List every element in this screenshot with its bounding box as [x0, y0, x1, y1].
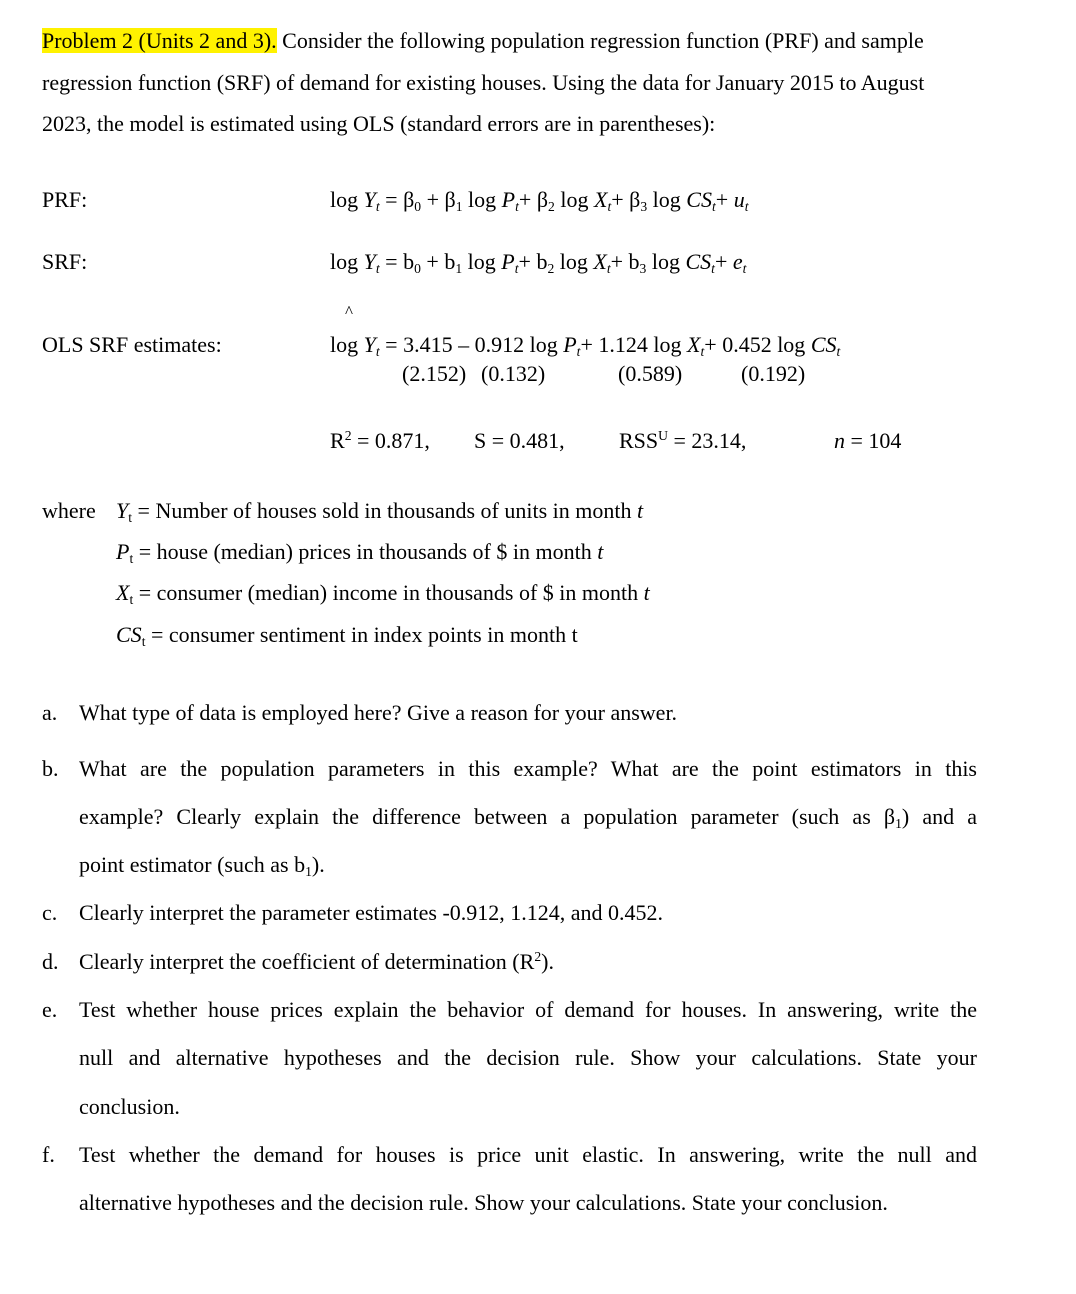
question-c-letter: c.: [42, 900, 58, 925]
question-b-letter: b.: [42, 756, 59, 781]
problem-title: Problem 2 (Units 2 and 3).: [42, 28, 277, 53]
question-e-line-3: conclusion.: [79, 1094, 180, 1119]
question-f-line-1: Test whether the demand for houses is price unit elastic. In answering, write the null and: [79, 1142, 977, 1167]
def-cs: $CS_t$ = consumer sentiment in index points in month t: [116, 622, 578, 649]
s-stat: S = 0.481,: [474, 428, 565, 453]
question-b-line-1: What are the population parameters in this example? What are the point estimators in this: [79, 756, 977, 781]
hat-symbol: ^: [345, 302, 353, 321]
question-e-line-1: Test whether house prices explain the behavior of demand for houses. In answering, write the: [79, 997, 977, 1022]
intro-line-3: 2023, the model is estimated using OLS (standard errors are in parentheses):: [42, 111, 716, 136]
question-e-letter: e.: [42, 997, 58, 1022]
intro-line-1: [42, 28, 924, 54]
question-d-line-1: Clearly interpret the coefficient of determination $(R^2)$.: [79, 948, 554, 974]
def-y: $Y_t$ = Number of houses sold in thousands of units in month t: [116, 498, 644, 525]
question-d-letter: d.: [42, 949, 59, 974]
question-f-line-2: alternative hypotheses and the decision rule. Show your calculations. State your conclusion.: [79, 1190, 888, 1215]
srf-label: SRF:: [42, 249, 88, 274]
ols-equation: $\log Y_t = 3.415 - 0.912$ $\log P_t+ 1.124$ $\log X_t+ 0.452$ $\log CS_t$: [330, 332, 841, 359]
ols-label: OLS SRF estimates:: [42, 332, 222, 357]
def-x: $X_t$ = consumer (median) income in thousands of $ in month t: [116, 580, 650, 607]
question-c-line-1: Clearly interpret the parameter estimates -0.912, 1.124, and 0.452.: [79, 900, 664, 925]
intro-line-2: regression function (SRF) of demand for existing houses. Using the data for January 2015 to August: [42, 70, 925, 95]
prf-label: PRF:: [42, 187, 88, 212]
intro-text-1: Consider the following population regression function (PRF) and sample: [276, 28, 924, 53]
where-label: where: [42, 498, 96, 523]
se-3: (0.192): [741, 361, 806, 386]
question-e-line-2: null and alternative hypotheses and the decision rule. Show your calculations. State your: [79, 1045, 977, 1070]
se-0: (2.152): [402, 361, 467, 386]
se-2: (0.589): [618, 361, 683, 386]
rss-stat: $RSS^U = 23.14$,: [619, 427, 747, 453]
n-stat: n = 104: [834, 428, 902, 453]
prf-equation: $\log Y_t = \beta_0 + \beta_1$ $\log P_t+ \beta_2$ $\log X_t+ \beta_3$ $\log CS_t+ u_t$: [330, 187, 749, 214]
se-1: (0.132): [481, 361, 546, 386]
question-a-letter: a.: [42, 700, 58, 725]
question-f-letter: f.: [42, 1142, 55, 1167]
r-squared-stat: $R^2 = 0.871$,: [330, 427, 430, 453]
srf-equation: $\log Y_t = b_0 + b_1$ $\log P_t+ b_2$ $\log X_t+ b_3$ $\log CS_t+ e_t$: [330, 249, 747, 276]
question-a-line-1: What type of data is employed here? Give a reason for your answer.: [79, 700, 678, 725]
question-b-line-3: point estimator (such as $b_1$).: [79, 852, 325, 879]
def-p: $P_t$ = house (median) prices in thousands of $ in month t: [116, 539, 604, 566]
question-b-line-2: example? Clearly explain the difference between a population parameter (such as $\beta_1$) and a: [79, 804, 977, 831]
